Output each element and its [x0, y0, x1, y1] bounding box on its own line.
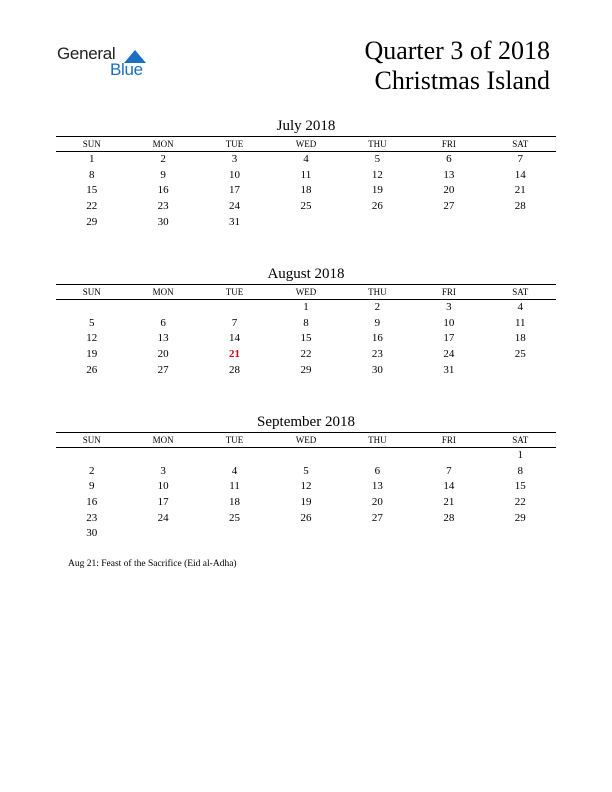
- day-cell: 25: [229, 511, 241, 524]
- day-cell: 22: [300, 348, 312, 361]
- week-row: [56, 479, 556, 495]
- empty-cell: [199, 300, 270, 316]
- month-grid: [56, 300, 556, 378]
- empty-cell: [270, 215, 341, 231]
- day-cell: 22: [514, 496, 526, 509]
- day-cell: 14: [514, 168, 526, 181]
- day-cell: 6: [374, 464, 381, 477]
- week-row: [56, 316, 556, 332]
- day-cell: 5: [88, 316, 95, 329]
- day-cell: 10: [157, 480, 169, 493]
- month-title: September 2018: [257, 414, 355, 430]
- month-grid: [56, 448, 556, 542]
- empty-cell: [199, 448, 270, 464]
- weekday-mon: MON: [152, 139, 174, 149]
- day-cell: 10: [443, 316, 455, 329]
- day-cell: 23: [157, 200, 169, 213]
- day-cell: 1: [517, 449, 523, 461]
- day-cell: 11: [229, 480, 240, 493]
- day-cell: 9: [160, 168, 166, 181]
- day-cell: 4: [303, 153, 309, 165]
- day-cell: 4: [231, 464, 238, 477]
- day-cell: 13: [371, 480, 383, 493]
- month-september: [56, 412, 556, 542]
- day-cell: 28: [514, 200, 526, 213]
- weekday-wed: WED: [295, 287, 317, 297]
- weekday-fri: FRI: [441, 287, 456, 297]
- day-cell: 26: [86, 363, 98, 376]
- empty-cell: [485, 526, 556, 542]
- weekday-header: [56, 284, 556, 300]
- day-cell: 16: [86, 496, 98, 509]
- weekday-sat: SAT: [512, 435, 529, 445]
- empty-cell: [413, 215, 484, 231]
- page-title: [364, 36, 550, 96]
- day-cell: 12: [371, 168, 383, 181]
- day-cell: 4: [517, 301, 523, 313]
- empty-cell: [199, 526, 270, 542]
- day-cell: 22: [86, 200, 98, 213]
- day-cell: 7: [517, 153, 523, 165]
- day-cell: 31: [229, 215, 241, 228]
- day-cell: 9: [374, 316, 381, 329]
- day-cell: 5: [303, 464, 309, 477]
- weekday-fri: FRI: [441, 435, 456, 445]
- day-cell: 8: [88, 168, 95, 181]
- empty-cell: [342, 448, 413, 464]
- month-title: August 2018: [267, 266, 345, 282]
- day-cell: 12: [300, 480, 312, 493]
- day-cell: 19: [371, 184, 383, 197]
- week-row: [56, 347, 556, 363]
- week-row: [56, 331, 556, 347]
- day-cell: 7: [446, 464, 452, 477]
- month-july: [56, 116, 556, 230]
- day-cell: 11: [514, 316, 526, 329]
- empty-cell: [56, 300, 127, 316]
- day-cell: 21: [514, 184, 526, 197]
- week-row: [56, 363, 556, 379]
- weekday-tue: TUE: [225, 139, 244, 149]
- day-cell: 23: [86, 511, 98, 524]
- day-cell: 15: [86, 184, 98, 197]
- day-cell: 27: [371, 511, 383, 524]
- day-cell: 5: [374, 153, 381, 165]
- holiday-note: Aug 21: Feast of the Sacrifice (Eid al-Adha): [68, 559, 237, 569]
- logo: [57, 44, 157, 84]
- day-cell: 3: [231, 153, 238, 165]
- day-cell: 1: [88, 153, 95, 165]
- logo-general-text: General: [57, 44, 116, 63]
- weekday-sun: SUN: [82, 435, 101, 445]
- day-cell: 15: [514, 480, 526, 493]
- week-row: [56, 183, 556, 199]
- day-cell: 14: [443, 480, 455, 493]
- week-row: [56, 464, 556, 480]
- day-cell: 6: [446, 153, 452, 165]
- weekday-mon: MON: [152, 287, 174, 297]
- week-row: [56, 448, 556, 464]
- day-cell: 27: [443, 200, 455, 213]
- month-title: July 2018: [276, 118, 336, 134]
- day-cell: 15: [300, 332, 312, 345]
- empty-cell: [413, 526, 484, 542]
- empty-cell: [270, 448, 341, 464]
- day-cell: 14: [229, 332, 241, 345]
- day-cell: 28: [443, 511, 455, 524]
- day-cell: 8: [303, 316, 309, 329]
- month-grid: [56, 152, 556, 230]
- day-cell: 19: [300, 496, 312, 509]
- week-row: [56, 152, 556, 168]
- day-cell: 23: [371, 348, 383, 361]
- holiday-day-cell: 21: [229, 348, 241, 361]
- day-cell: 8: [517, 464, 523, 477]
- day-cell: 29: [86, 215, 98, 228]
- day-cell: 30: [86, 527, 98, 540]
- weekday-tue: TUE: [225, 287, 244, 297]
- week-row: [56, 215, 556, 231]
- week-row: [56, 511, 556, 527]
- day-cell: 26: [300, 511, 312, 524]
- weekday-wed: WED: [295, 139, 317, 149]
- weekday-fri: FRI: [441, 139, 456, 149]
- day-cell: 21: [443, 496, 455, 509]
- day-cell: 29: [300, 363, 312, 376]
- weekday-sat: SAT: [512, 287, 529, 297]
- day-cell: 1: [303, 301, 309, 313]
- day-cell: 18: [514, 332, 526, 345]
- day-cell: 16: [371, 332, 383, 345]
- empty-cell: [127, 448, 198, 464]
- empty-cell: [127, 300, 198, 316]
- day-cell: 13: [443, 168, 455, 181]
- day-cell: 16: [157, 184, 169, 197]
- day-cell: 10: [229, 168, 241, 181]
- empty-cell: [342, 215, 413, 231]
- day-cell: 3: [160, 464, 166, 477]
- weekday-mon: MON: [152, 435, 174, 445]
- weekday-header: [56, 136, 556, 152]
- day-cell: 2: [160, 153, 166, 165]
- day-cell: 26: [371, 200, 383, 213]
- day-cell: 6: [160, 316, 166, 329]
- day-cell: 3: [446, 301, 452, 313]
- weekday-wed: WED: [295, 435, 317, 445]
- empty-cell: [485, 215, 556, 231]
- day-cell: 11: [300, 168, 312, 181]
- week-row: [56, 168, 556, 184]
- title-region: Christmas Island: [374, 66, 550, 95]
- weekday-tue: TUE: [225, 435, 244, 445]
- day-cell: 18: [300, 184, 312, 197]
- empty-cell: [413, 448, 484, 464]
- weekday-thu: THU: [368, 287, 387, 297]
- day-cell: 17: [157, 496, 169, 509]
- day-cell: 24: [229, 200, 241, 213]
- day-cell: 9: [88, 480, 95, 493]
- week-row: [56, 199, 556, 215]
- day-cell: 20: [157, 348, 169, 361]
- day-cell: 17: [229, 184, 241, 197]
- day-cell: 20: [443, 184, 455, 197]
- day-cell: 19: [86, 348, 98, 361]
- day-cell: 2: [374, 301, 381, 313]
- day-cell: 28: [229, 363, 241, 376]
- month-august: [56, 264, 556, 378]
- weekday-header: [56, 432, 556, 448]
- weekday-sun: SUN: [82, 139, 101, 149]
- day-cell: 24: [157, 511, 169, 524]
- title-quarter: Quarter 3 of 2018: [364, 36, 550, 65]
- weekday-thu: THU: [368, 139, 387, 149]
- logo-blue-text: Blue: [110, 60, 143, 79]
- week-row: [56, 495, 556, 511]
- day-cell: 20: [371, 496, 383, 509]
- day-cell: 18: [229, 496, 241, 509]
- day-cell: 25: [514, 348, 526, 361]
- day-cell: 27: [157, 363, 169, 376]
- day-cell: 13: [157, 332, 169, 345]
- day-cell: 29: [514, 511, 526, 524]
- day-cell: 2: [88, 464, 95, 477]
- weekday-sat: SAT: [512, 139, 529, 149]
- empty-cell: [56, 448, 127, 464]
- empty-cell: [342, 526, 413, 542]
- week-row: [56, 300, 556, 316]
- day-cell: 17: [443, 332, 455, 345]
- weekday-sun: SUN: [82, 287, 101, 297]
- day-cell: 30: [157, 215, 169, 228]
- day-cell: 30: [371, 363, 383, 376]
- day-cell: 31: [443, 363, 455, 376]
- weekday-thu: THU: [368, 435, 387, 445]
- empty-cell: [127, 526, 198, 542]
- day-cell: 24: [443, 348, 455, 361]
- empty-cell: [270, 526, 341, 542]
- day-cell: 12: [86, 332, 98, 345]
- day-cell: 25: [300, 200, 312, 213]
- week-row: [56, 526, 556, 542]
- empty-cell: [485, 363, 556, 379]
- day-cell: 7: [231, 316, 238, 329]
